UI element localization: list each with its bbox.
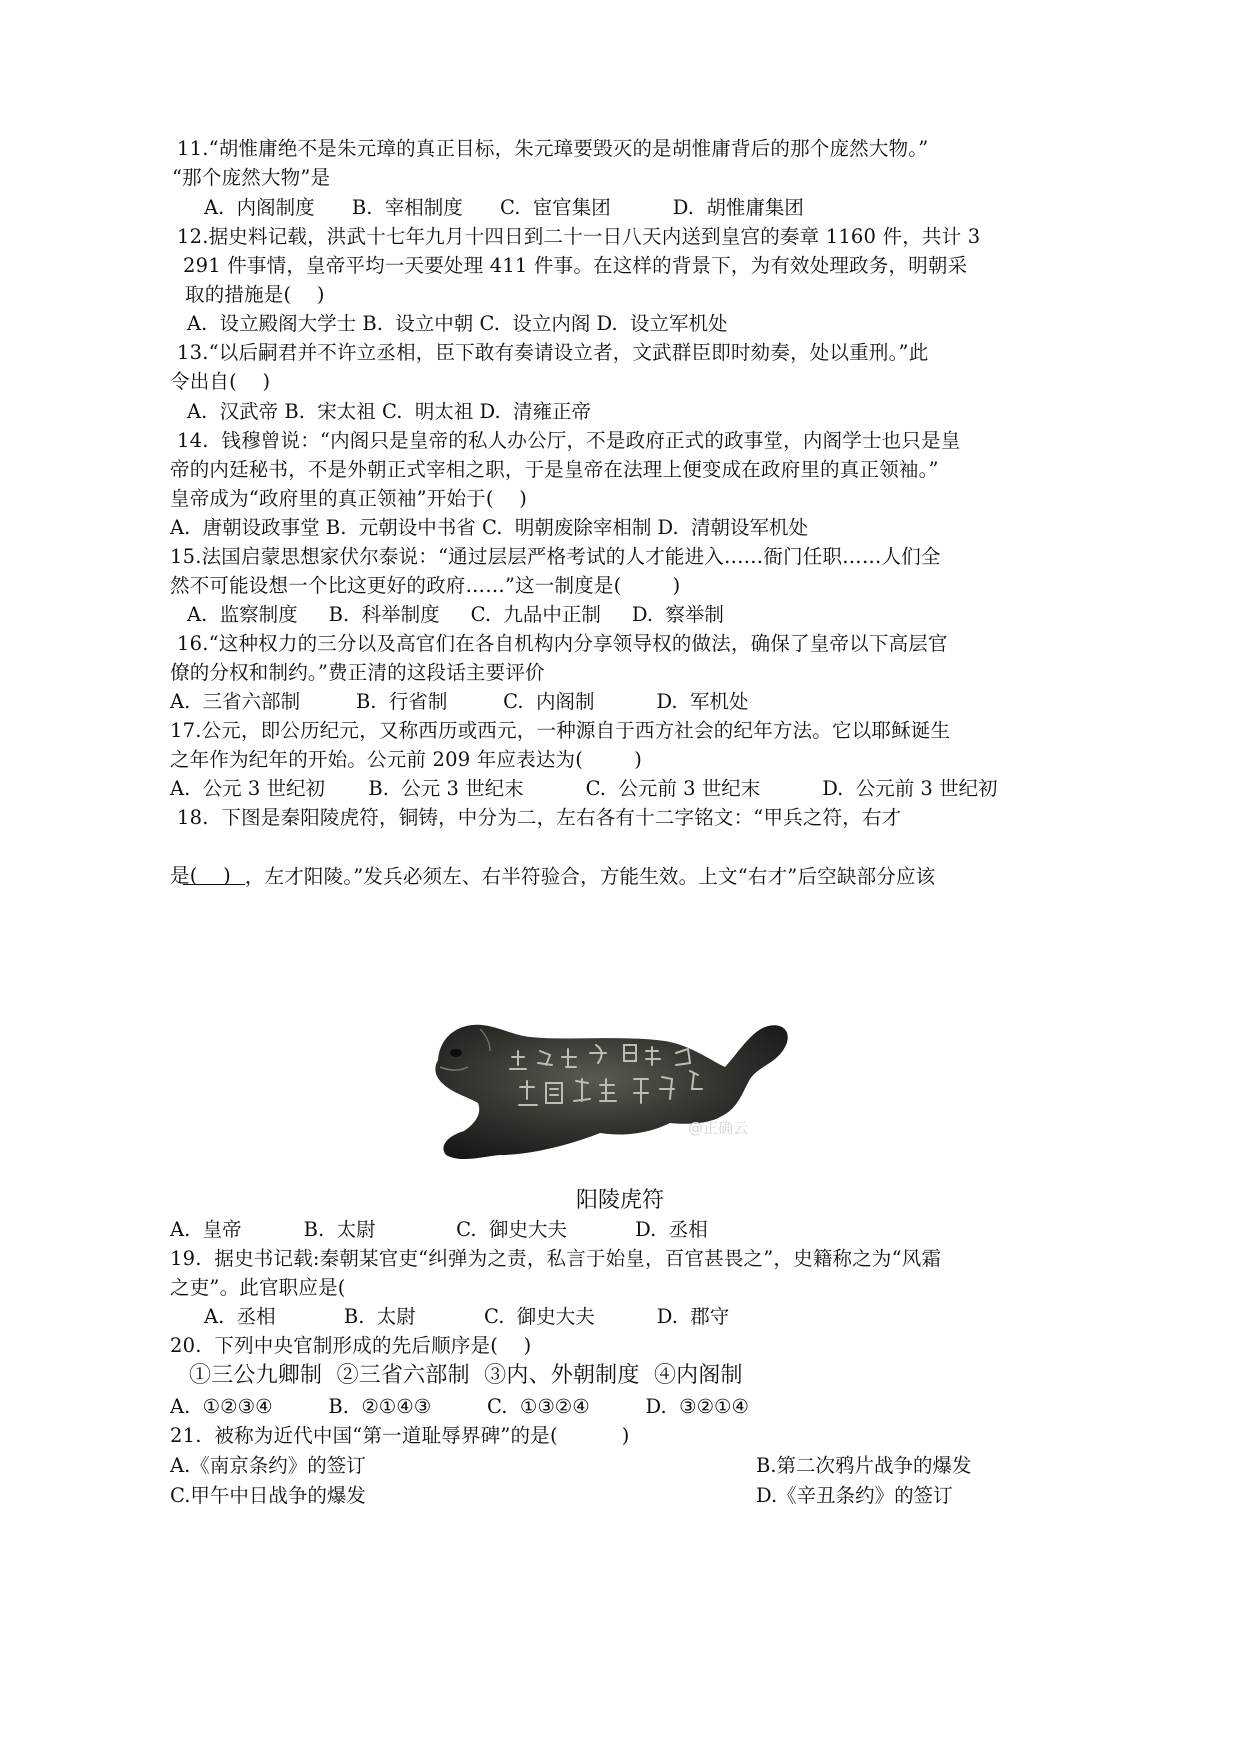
- q15-options: A. 监察制度 B. 科举制度 C. 九品中正制 D. 察举制: [187, 603, 724, 626]
- q12-stem-line3: 取的措施是( ): [185, 283, 325, 306]
- q15-stem-line2: 然不可能设想一个比这更好的政府……”这一制度是( ): [170, 574, 681, 597]
- q18-stem-line2: [170, 832, 935, 892]
- q21-option-d: D.《辛丑条约》的签订: [756, 1484, 953, 1507]
- tiger-tally-svg: [420, 1005, 800, 1175]
- q16-options: A. 三省六部制 B. 行省制 C. 内阁制 D. 军机处: [170, 690, 749, 713]
- q16-stem-line1: 16.“这种权力的三分以及高官们在各自机构内分享领导权的做法，确保了皇帝以下高层官: [177, 632, 948, 655]
- q19-stem-line2: 之吏”。此官职应是(: [170, 1276, 346, 1299]
- q17-stem-line2: 之年作为纪年的开始。公元前 209 年应表达为( ): [170, 748, 643, 771]
- q12-options: A. 设立殿阁大学士 B. 设立中朝 C. 设立内阁 D. 设立军机处: [187, 312, 728, 335]
- q17-options: A. 公元 3 世纪初 B. 公元 3 世纪末 C. 公元前 3 世纪末 D. 公元前 3 世纪初: [170, 777, 998, 800]
- q16-stem-line2: 僚的分权和制约。”费正清的这段话主要评价: [170, 661, 545, 684]
- q18-stem-line2-text: ，左才阳陵。”发兵必须左、右半符验合，方能生效。上文“右才”后空缺部分应该: [244, 865, 936, 888]
- q20-options: A. ①②③④ B. ②①④③ C. ①③②④ D. ③②①④: [170, 1395, 750, 1418]
- q12-stem-line1: 12.据史料记载，洪武十七年九月十四日到二十一日八天内送到皇宫的奏章 1160 件，共计 3: [177, 225, 981, 248]
- q18-stem-line3: 是( ): [170, 864, 231, 887]
- q13-stem-line1: 13.“以后嗣君并不许立丞相，臣下敢有奏请设立者，文武群臣即时劾奏，处以重刑。”此: [177, 341, 929, 364]
- q15-stem-line1: 15.法国启蒙思想家伏尔泰说：“通过层层严格考试的人才能进入……衙门任职……人们全: [170, 545, 941, 568]
- q14-stem-line3: 皇帝成为“政府里的真正领袖”开始于( ): [170, 487, 528, 510]
- watermark-text: @正确云: [688, 1119, 749, 1137]
- q11-stem-line2: “那个庞然大物”是: [172, 166, 331, 189]
- q19-options: A. 丞相 B. 太尉 C. 御史大夫 D. 郡守: [204, 1305, 730, 1328]
- q14-stem-line1: 14. 钱穆曾说：“内阁只是皇帝的私人办公厅，不是政府正式的政事堂，内阁学士也只是皇: [177, 429, 961, 452]
- q11-options: A. 内阁制度 B. 宰相制度 C. 宦官集团 D. 胡惟庸集团: [204, 196, 804, 219]
- q19-stem-line1: 19. 据史书记载:秦朝某官吏“纠弹为之责，私言于始皇，百官甚畏之”，史籍称之为“风霜: [170, 1247, 942, 1270]
- q12-stem-line2: 291 件事情，皇帝平均一天要处理 411 件事。在这样的背景下，为有效处理政务，明朝采: [183, 254, 968, 277]
- q13-options: A. 汉武帝 B. 宋太祖 C. 明太祖 D. 清雍正帝: [187, 400, 592, 423]
- q21-stem-line1: 21. 被称为近代中国“第一道耻辱界碑”的是( ): [170, 1424, 630, 1447]
- q13-stem-line2: 令出自( ): [170, 370, 271, 393]
- tiger-tally-image: [420, 1005, 800, 1175]
- q20-items: ①三公九卿制 ②三省六部制 ③内、外朝制度 ④内阁制: [189, 1363, 743, 1388]
- q18-options: A. 皇帝 B. 太尉 C. 御史大夫 D. 丞相: [170, 1218, 708, 1241]
- figure-caption: 阳陵虎符: [576, 1188, 665, 1213]
- q18-stem-line1: 18. 下图是秦阳陵虎符，铜铸，中分为二，左右各有十二字铭文：“甲兵之符，右才: [177, 806, 902, 829]
- q21-option-a: A.《南京条约》的签订: [170, 1454, 366, 1477]
- q21-option-b: B.第二次鸦片战争的爆发: [756, 1454, 972, 1477]
- q20-stem-line1: 20. 下列中央官制形成的先后顺序是( ): [170, 1334, 532, 1357]
- q14-options: A. 唐朝设政事堂 B. 元朝设中书省 C. 明朝废除宰相制 D. 清朝设军机处: [170, 516, 809, 539]
- q14-stem-line2: 帝的内廷秘书，不是外朝正式宰相之职，于是皇帝在法理上便变成在政府里的真正领袖。”: [170, 458, 939, 481]
- q17-stem-line1: 17.公元，即公历纪元，又称西历或西元，一种源自于西方社会的纪年方法。它以耶稣诞生: [170, 719, 951, 742]
- q11-stem-line1: 11.“胡惟庸绝不是朱元璋的真正目标，朱元璋要毁灭的是胡惟庸背后的那个庞然大物。”: [177, 137, 929, 160]
- q21-option-c: C.甲午中日战争的爆发: [170, 1484, 366, 1507]
